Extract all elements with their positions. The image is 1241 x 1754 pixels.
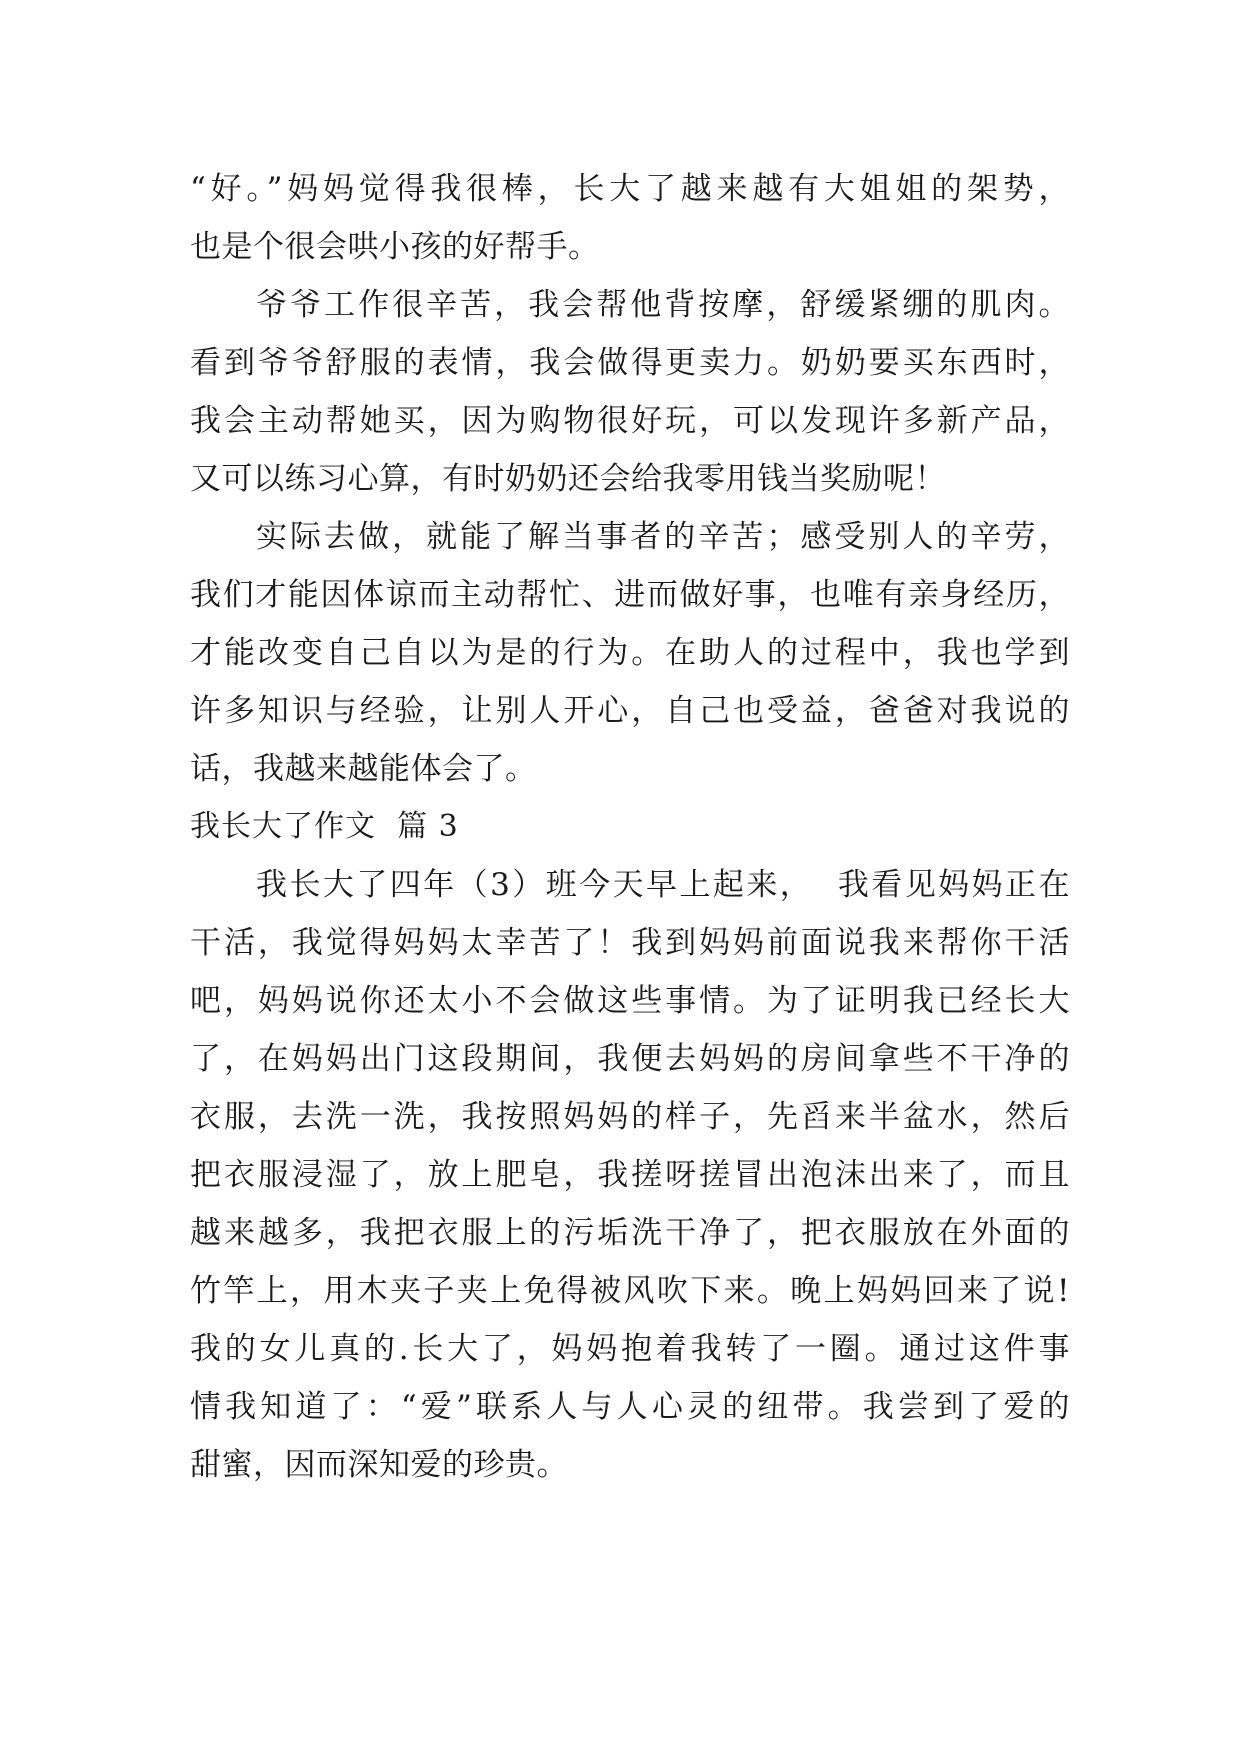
paragraph-line: 才能改变自己自以为是的行为。在助人的过程中，我也学到: [190, 635, 1070, 671]
paragraph-line: 我们才能因体谅而主动帮忙、进而做好事，也唯有亲身经历，: [190, 577, 1070, 613]
paragraph-line: 越来越多，我把衣服上的污垢洗干净了，把衣服放在外面的: [190, 1215, 1070, 1251]
paragraph-2: [190, 276, 1070, 508]
paragraph-line: 吧，妈妈说你还太小不会做这些事情。为了证明我已经长大: [190, 983, 1070, 1019]
paragraph-line: 把衣服浸湿了，放上肥皂，我搓呀搓冒出泡沫出来了，而且: [190, 1157, 1070, 1193]
paragraph-line: 衣服，去洗一洗，我按照妈妈的样子，先舀来半盆水，然后: [190, 1099, 1070, 1135]
paragraph-line: 话，我越来越能体会了。: [190, 751, 537, 787]
paragraph-line: 甜蜜，因而深知爱的珍贵。: [190, 1447, 568, 1483]
paragraph-line: “好。”妈妈觉得我很棒，长大了越来越有大姐姐的架势，: [190, 171, 1070, 207]
paragraph-3: [190, 508, 1070, 798]
paragraph-line: 又可以练习心算，有时奶奶还会给我零用钱当奖励呢！: [190, 461, 946, 497]
section-heading: 我长大了作文 篇 3: [190, 809, 459, 844]
paragraph-line: 情我知道了：“爱”联系人与人心灵的纽带。我尝到了爱的: [190, 1389, 1070, 1425]
paragraph-line: 也是个很会哄小孩的好帮手。: [190, 229, 600, 265]
paragraph-line: 我的女儿真的.长大了，妈妈抱着我转了一圈。通过这件事: [190, 1331, 1070, 1367]
paragraph-line: 看到爷爷舒服的表情，我会做得更卖力。奶奶要买东西时，: [190, 345, 1070, 381]
paragraph-line: 竹竿上，用木夹子夹上免得被风吹下来。晚上妈妈回来了说!: [190, 1273, 1070, 1309]
paragraph-line: 干活，我觉得妈妈太幸苦了！我到妈妈前面说我来帮你干活: [190, 925, 1070, 961]
paragraph-line: 实际去做，就能了解当事者的辛苦；感受别人的辛劳，: [256, 519, 1070, 555]
paragraph-line: 许多知识与经验，让别人开心，自己也受益，爸爸对我说的: [190, 693, 1070, 729]
paragraph-line: 爷爷工作很辛苦，我会帮他背按摩，舒缓紧绷的肌肉。: [256, 287, 1070, 323]
paragraph-line: 了，在妈妈出门这段期间，我便去妈妈的房间拿些不干净的: [190, 1041, 1070, 1077]
paragraph-line: 我长大了四年（3）班今天早上起来， 我看见妈妈正在: [256, 867, 1070, 903]
document-body: [190, 160, 1070, 1494]
paragraph-line: 我会主动帮她买，因为购物很好玩，可以发现许多新产品，: [190, 403, 1070, 439]
paragraph-4: [190, 856, 1070, 1494]
paragraph-1: [190, 160, 1070, 276]
